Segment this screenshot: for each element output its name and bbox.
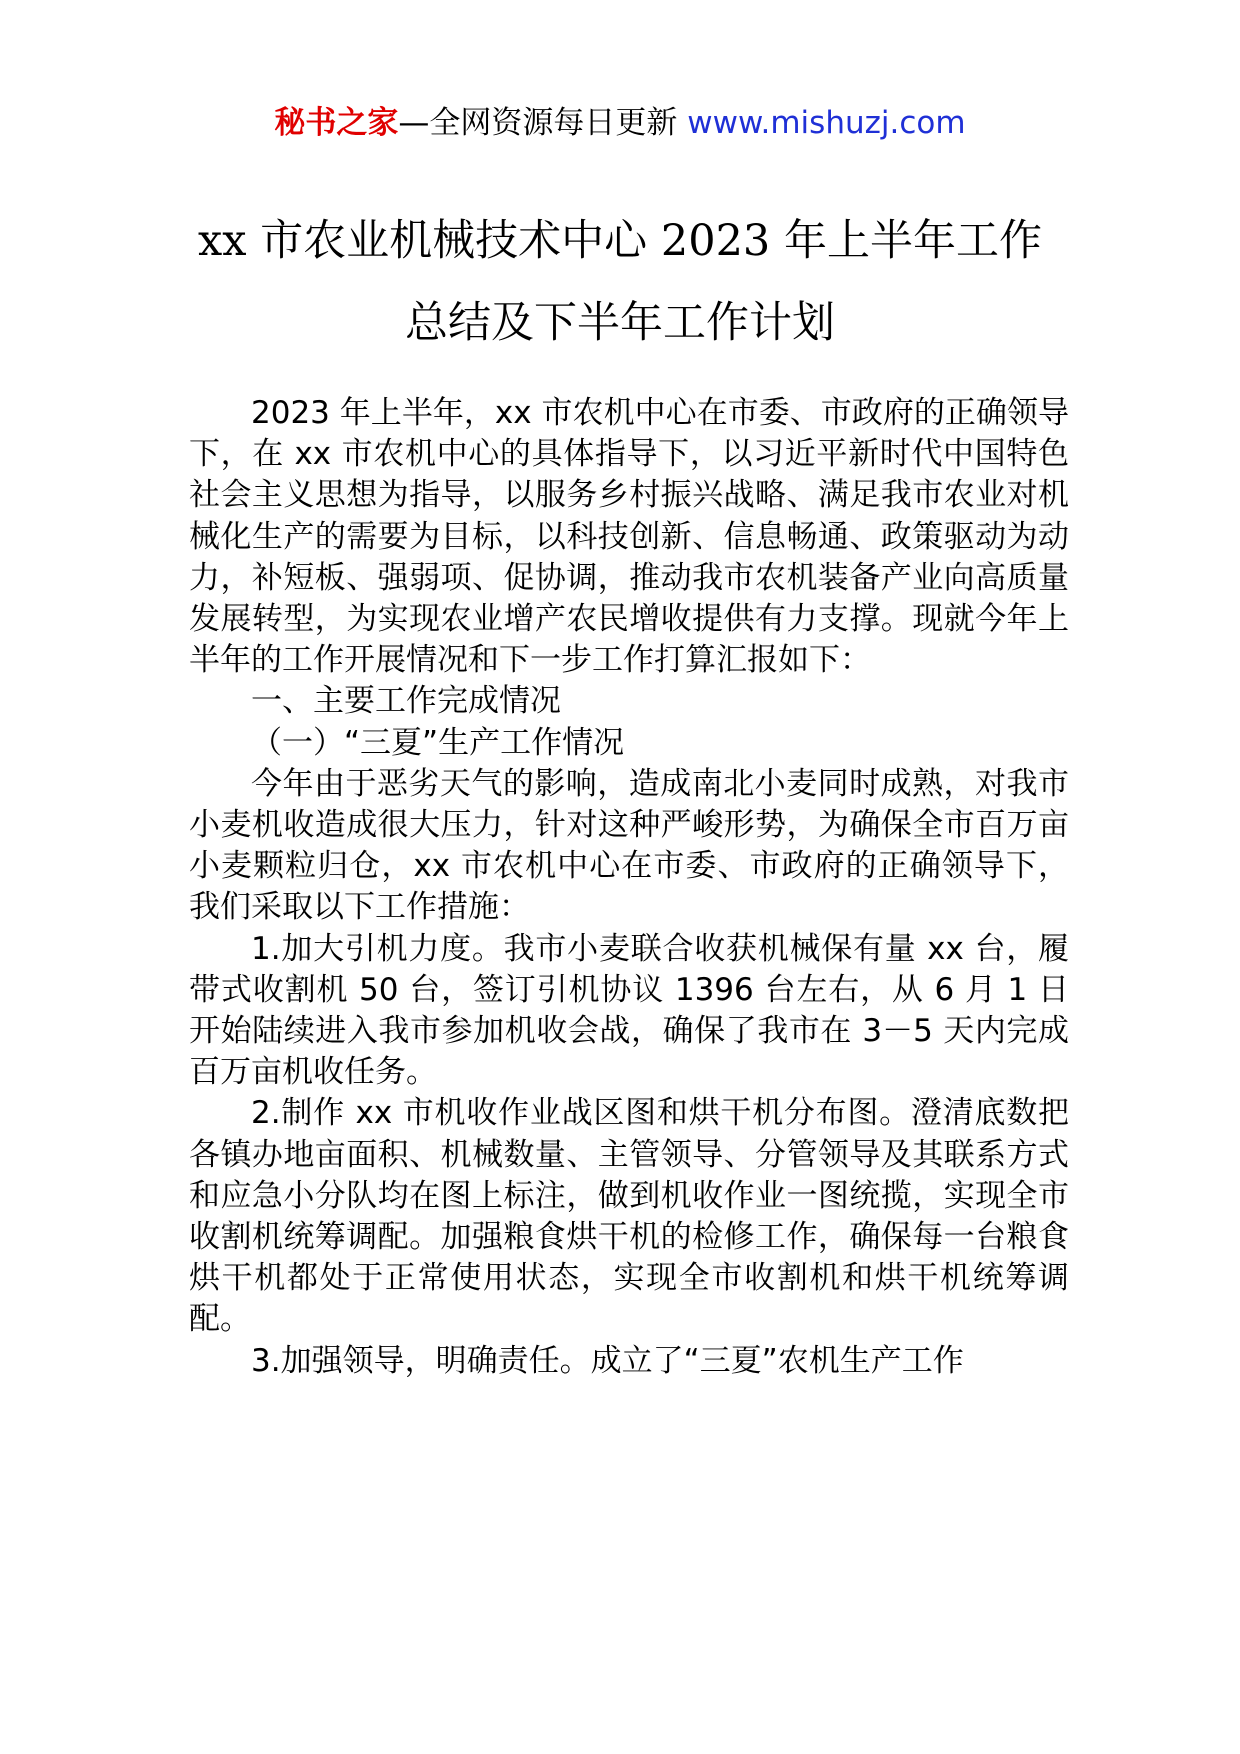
list-item-2: 2.制作 xx 市机收作业战区图和烘干机分布图。澄清底数把各镇办地亩面积、机械数量、主管领导、分管领导及其联系方式和应急小分队均在图上标注，做到机收作业一图统揽，实现全市收割机统筹调配。加强粮食烘干机的检修工作，确保每一台粮食烘干机都处于正常使用状态，实现全市收割机和烘干机统筹调配。	[189, 1095, 1069, 1338]
section-heading: 一、主要工作完成情况	[251, 683, 561, 720]
body-paragraph: 今年由于恶劣天气的影响，造成南北小麦同时成熟，对我市小麦机收造成很大压力，针对这种严峻形势，为确保全市百万亩小麦颗粒归仓，xx 市农机中心在市委、市政府的正确领导下，我们采取以下工作措施：	[189, 765, 1069, 926]
brand-name: 秘书之家	[274, 105, 399, 141]
document-body	[189, 393, 1069, 1382]
document-title-line-2: 总结及下半年工作计划	[405, 298, 835, 348]
intro-paragraph: 2023 年上半年，xx 市农机中心在市委、市政府的正确领导下，在 xx 市农机中心的具体指导下，以习近平新时代中国特色社会主义思想为指导，以服务乡村振兴战略、满足我市农业对机械化生产的需要为目标，以科技创新、信息畅通、政策驱动为动力，补短板、强弱项、促协调，推动我市农机装备产业向高质量发展转型，为实现农业增产农民增收提供有力支撑。现就今年上半年的工作开展情况和下一步工作打算汇报如下：	[189, 395, 1069, 679]
document-title-line-1: xx 市农业机械技术中心 2023 年上半年工作	[198, 216, 1042, 266]
website-link[interactable]: www.mishuzj.com	[687, 105, 966, 141]
subsection-heading: （一）“三夏”生产工作情况	[251, 724, 625, 761]
banner-tagline: —全网资源每日更新	[398, 105, 688, 141]
header-banner	[0, 101, 1240, 145]
list-item-3: 3.加强领导，明确责任。成立了“三夏”农机生产工作	[251, 1342, 964, 1379]
list-item-1: 1.加大引机力度。我市小麦联合收获机械保有量 xx 台，履带式收割机 50 台，签订引机协议 1396 台左右，从 6 月 1 日开始陆续进入我市参加机收会战，确保了我市在 3－5 天内完成百万亩机收任务。	[189, 930, 1069, 1091]
